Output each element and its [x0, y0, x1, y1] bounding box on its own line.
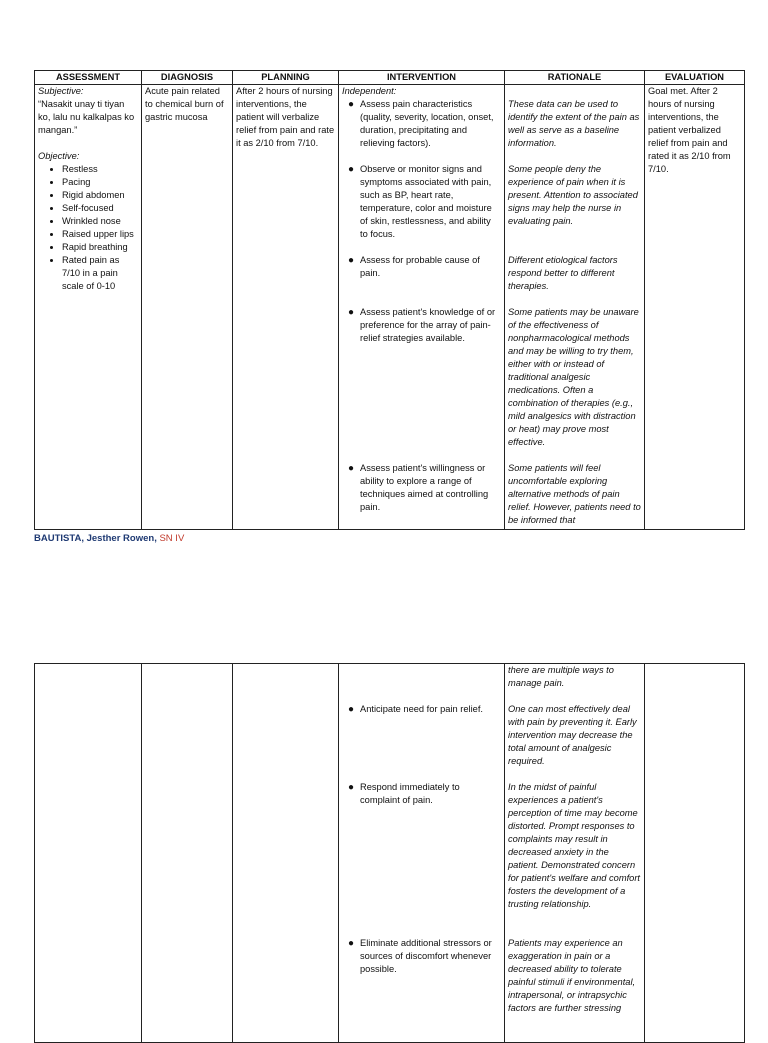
bullet-icon: ●	[348, 704, 355, 715]
objective-label: Objective:	[38, 151, 80, 161]
objective-item: • Rigid abdomen	[62, 189, 138, 202]
intervention-item: ● Anticipate need for pain relief.	[348, 703, 501, 781]
rationale-item: Some patients may be unaware of the effectiveness of nonpharmacological methods and may be willing to try them, either with or instead of traditional analgesic medications. Often a combination of therapies (e.g., mild analgesics with distraction or heat) may prove most effective.	[508, 307, 639, 447]
rationale-cell	[505, 664, 645, 1043]
content-row	[35, 85, 745, 530]
intervention-item: ● Observe or monitor signs and symptoms associated with pain, such as BP, heart rate, temperature, color and moisture of skin, restlessness, and ability to focus.	[348, 163, 501, 254]
objective-item: • Self-focused	[62, 202, 138, 215]
intervention-item: ● Eliminate additional stressors or sources of discomfort whenever possible.	[348, 938, 492, 974]
evaluation-cell	[645, 664, 745, 1043]
student-level: SN IV	[159, 533, 185, 544]
bullet-icon: ●	[348, 307, 355, 318]
header-evaluation: EVALUATION	[645, 71, 745, 85]
care-plan-table-page-1	[34, 70, 745, 530]
intervention-item: ● Assess for probable cause of pain.	[348, 254, 501, 306]
diagnosis-cell	[142, 664, 233, 1043]
assessment-cell	[35, 85, 142, 530]
rationale-item: One can most effectively deal with pain by preventing it. Early intervention may decrease the total amount of analgesic required.	[508, 704, 637, 766]
objective-item: • Restless	[62, 163, 138, 176]
header-rationale: RATIONALE	[505, 71, 645, 85]
rationale-item: In the midst of painful experiences a patient's perception of time may become distorted. Prompt responses to complaints may result in decreased anxiety in the patient. Demonstrated concern for patient's welfare and comfort fosters the development of a trusting relationship.	[508, 782, 640, 909]
author-footer: BAUTISTA, Jesther Rowen, SN IV	[34, 533, 185, 544]
diagnosis-cell: Acute pain related to chemical burn of gastric mucosa	[142, 85, 233, 530]
bullet-icon: ●	[348, 164, 355, 175]
header-planning: PLANNING	[233, 71, 339, 85]
header-row	[35, 71, 745, 85]
rationale-cell	[505, 85, 645, 530]
planning-cell	[233, 664, 339, 1043]
intervention-item: ● Assess patient's knowledge of or preference for the array of pain-relief strategies available.	[348, 306, 501, 462]
bullet-icon: ●	[348, 255, 355, 266]
bullet-icon: ●	[348, 782, 355, 793]
care-plan-table-page-2	[34, 663, 745, 1043]
rationale-item: Some people deny the experience of pain when it is present. Attention to associated signs may help the nurse in evaluating pain.	[508, 164, 638, 226]
intervention-item: ● Respond immediately to complaint of pain.	[348, 781, 501, 937]
objective-item: • Rated pain as 7/10 in a pain scale of 0-10	[62, 254, 138, 293]
bullet-icon: ●	[348, 99, 355, 110]
planning-cell: After 2 hours of nursing interventions, the patient will verbalize relief from pain and rate it as 2/10 from 7/10.	[233, 85, 339, 530]
objective-item: • Wrinkled nose	[62, 215, 138, 228]
intervention-item: ● Assess pain characteristics (quality, severity, location, onset, duration, precipitating and relieving factors).	[348, 98, 501, 163]
bullet-icon: ●	[348, 938, 355, 949]
evaluation-cell: Goal met. After 2 hours of nursing interventions, the patient verbalized relief from pain and rated it as 2/10 from 7/10.	[645, 85, 745, 530]
bullet-icon: ●	[348, 463, 355, 474]
author-name: BAUTISTA, Jesther Rowen	[34, 533, 155, 544]
objective-item: • Raised upper lips	[62, 228, 138, 241]
header-intervention: INTERVENTION	[339, 71, 505, 85]
assessment-cell	[35, 664, 142, 1043]
objective-item: • Pacing	[62, 176, 138, 189]
rationale-item: Different etiological factors respond better to different therapies.	[508, 255, 618, 291]
rationale-continuation: there are multiple ways to manage pain.	[508, 665, 614, 688]
intervention-cell	[339, 85, 505, 530]
rationale-item: Some patients will feel uncomfortable exploring alternative methods of pain relief. However, patients need to be informed that	[508, 463, 641, 525]
intervention-label: Independent:	[342, 86, 397, 96]
subjective-label: Subjective:	[38, 86, 84, 96]
objective-list	[38, 163, 138, 293]
objective-item: • Rapid breathing	[62, 241, 138, 254]
header-assessment: ASSESSMENT	[35, 71, 142, 85]
rationale-item: These data can be used to identify the extent of the pain as well as serve as a baseline information.	[508, 99, 640, 148]
rationale-item: Patients may experience an exaggeration in pain or a decreased ability to tolerate painful stimuli if environmental, intrapersonal, or intrapsychic factors are further stressing	[508, 938, 636, 1013]
intervention-item: ● Assess patient's willingness or ability to explore a range of techniques aimed at controlling pain.	[348, 463, 489, 512]
header-diagnosis: DIAGNOSIS	[142, 71, 233, 85]
intervention-cell	[339, 664, 505, 1043]
subjective-quote: “Nasakit unay ti tiyan ko, lalu nu kalkalpas ko mangan.”	[38, 99, 135, 135]
content-row	[35, 664, 745, 1043]
